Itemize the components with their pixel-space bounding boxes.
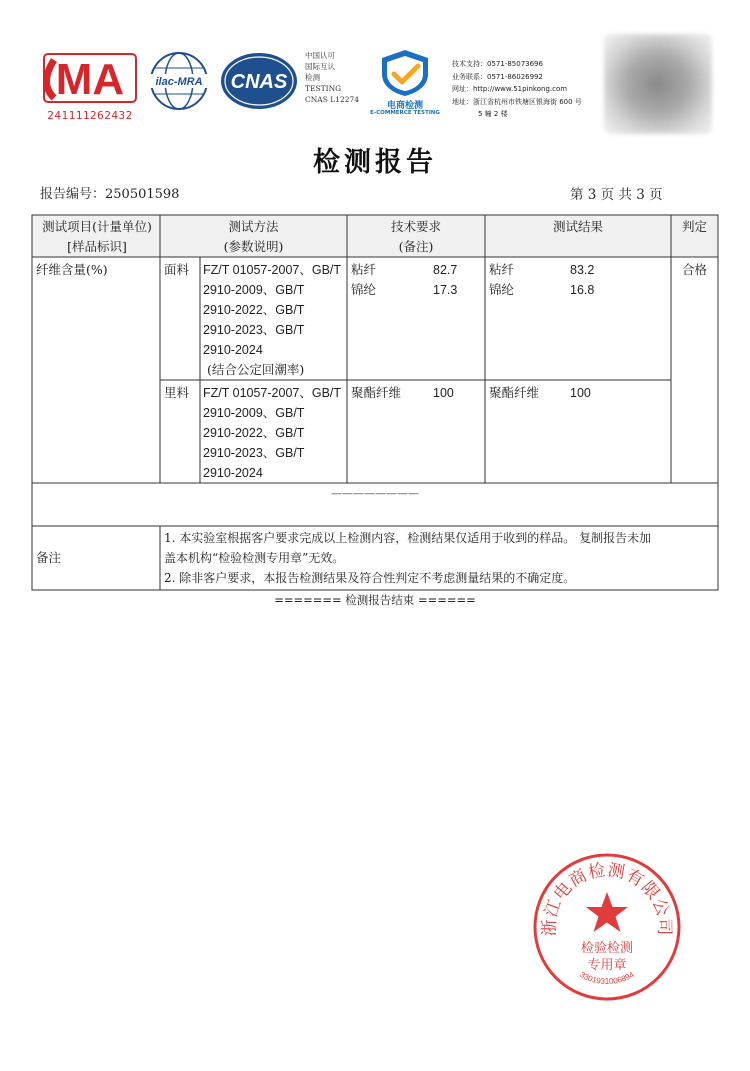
contact-phone-business: 业务联系：0571-86026992 [452, 72, 543, 81]
fiber-value: 16.8 [570, 283, 595, 297]
header-test-item [34, 217, 160, 257]
method-note: (结合公定回潮率) [207, 362, 305, 377]
method-lining [203, 383, 349, 483]
fiber-value: 17.3 [433, 283, 458, 297]
svg-text:ilac-MRA: ilac-MRA [155, 76, 203, 88]
method-line: 2910-2023、GB/T [203, 446, 305, 460]
seal-ring-text: 浙江电商检测有限公司 [539, 860, 675, 937]
fiber-value: 83.2 [570, 263, 595, 277]
method-line: 2910-2009、GB/T [203, 406, 305, 420]
fiber-name: 锦纶 [489, 282, 515, 297]
result-row [489, 383, 669, 403]
header-test-method [160, 217, 347, 257]
header-requirement-line1: 技术要求 [390, 219, 441, 234]
seal-center-line1: 检验检测 [580, 941, 634, 956]
result-lining [489, 383, 669, 403]
method-line: 2910-2023、GB/T [203, 323, 305, 337]
result-row [489, 280, 669, 300]
note-line: 盖本机构“检验检测专用章”无效。 [164, 551, 345, 565]
fiber-name: 聚酯纤维 [489, 385, 540, 400]
method-line: 2910-2024 [203, 343, 263, 357]
part-lining: 里料 [164, 385, 190, 400]
judgement-value: 合格 [681, 262, 707, 277]
header-test-method-line2: (参数说明) [223, 239, 284, 254]
requirement-lining [351, 383, 481, 403]
blank-separator: ———————— [331, 487, 419, 500]
contact-website: 网址：http://www.51pinkong.com [452, 85, 568, 93]
fiber-name: 粘纤 [489, 262, 515, 277]
method-shell-fabric [203, 260, 349, 380]
page-indicator: 第 3 页 共 3 页 [570, 187, 663, 203]
report-number: 报告编号：250501598 [40, 187, 180, 202]
requirement-shell-fabric [351, 260, 481, 300]
ec-logo-cn: 电商检测 [386, 101, 423, 111]
header-requirement [347, 217, 485, 257]
header-test-result: 测试结果 [552, 219, 603, 234]
official-seal [532, 852, 682, 1002]
ec-logo-en: E-COMMERCE TESTING [370, 110, 440, 116]
contact-address: 地址：浙江省杭州市铁塘区银海街 600 号 [452, 97, 582, 106]
method-line: FZ/T 01057-2007、GB/T [203, 386, 342, 400]
svg-text:CNAS: CNAS [230, 71, 288, 93]
fiber-name: 粘纤 [351, 262, 377, 277]
cnas-text-line: CNAS L12274 [305, 95, 360, 104]
note-line: 2. 除非客户要求，本报告检测结果及符合性判定不考虑测量结果的不确定度。 [164, 571, 576, 585]
svg-text:MA: MA [55, 55, 125, 104]
seal-serial: 3301931006894 [578, 970, 636, 987]
cnas-text-line: TESTING [305, 84, 342, 93]
header-test-item-line2: [样品标识] [67, 239, 127, 254]
fiber-value: 82.7 [433, 263, 458, 277]
requirement-row [351, 260, 481, 280]
test-item-fiber-content: 纤维含量(%) [36, 262, 108, 277]
header-test-item-line1: 测试项目(计量单位) [42, 219, 152, 234]
requirement-row [351, 383, 481, 403]
cma-number: 241111262432 [47, 109, 133, 122]
seal-center-line2: 专用章 [587, 958, 627, 973]
cnas-text-line: 国际互认 [305, 62, 335, 71]
cnas-text-line: 中国认可 [305, 51, 335, 60]
method-line: 2910-2009、GB/T [203, 283, 305, 297]
header-requirement-line2: (备注) [398, 239, 434, 254]
seal-icon [532, 852, 682, 1002]
contact-phone-tech: 技术支持：0571-85073696 [452, 60, 543, 68]
method-line: 2910-2022、GB/T [203, 303, 305, 317]
fiber-value: 100 [433, 386, 454, 400]
method-line: FZ/T 01057-2007、GB/T [203, 263, 342, 277]
result-shell-fabric [489, 260, 669, 300]
method-line: 2910-2024 [203, 466, 263, 480]
page-title: 检测报告 [313, 147, 437, 178]
fiber-name: 聚酯纤维 [351, 385, 402, 400]
result-row [489, 260, 669, 280]
requirement-row [351, 280, 481, 300]
fiber-name: 锦纶 [351, 282, 377, 297]
contact-address-line2: 5 幢 2 楼 [478, 110, 508, 118]
cnas-text-line: 检测 [305, 73, 320, 82]
method-line: 2910-2022、GB/T [203, 426, 305, 440]
notes-content [164, 528, 718, 588]
header-judgement: 判定 [681, 219, 707, 234]
header-test-method-line1: 测试方法 [228, 219, 279, 234]
note-line: 1. 本实验室根据客户要求完成以上检测内容，检测结果仅适用于收到的样品。 复制报告未加 [164, 531, 652, 545]
fiber-value: 100 [570, 386, 591, 400]
notes-label: 备注 [36, 550, 62, 565]
part-shell-fabric: 面料 [164, 262, 190, 277]
report-end-marker: ======= 检测报告结束 ====== [274, 593, 476, 607]
